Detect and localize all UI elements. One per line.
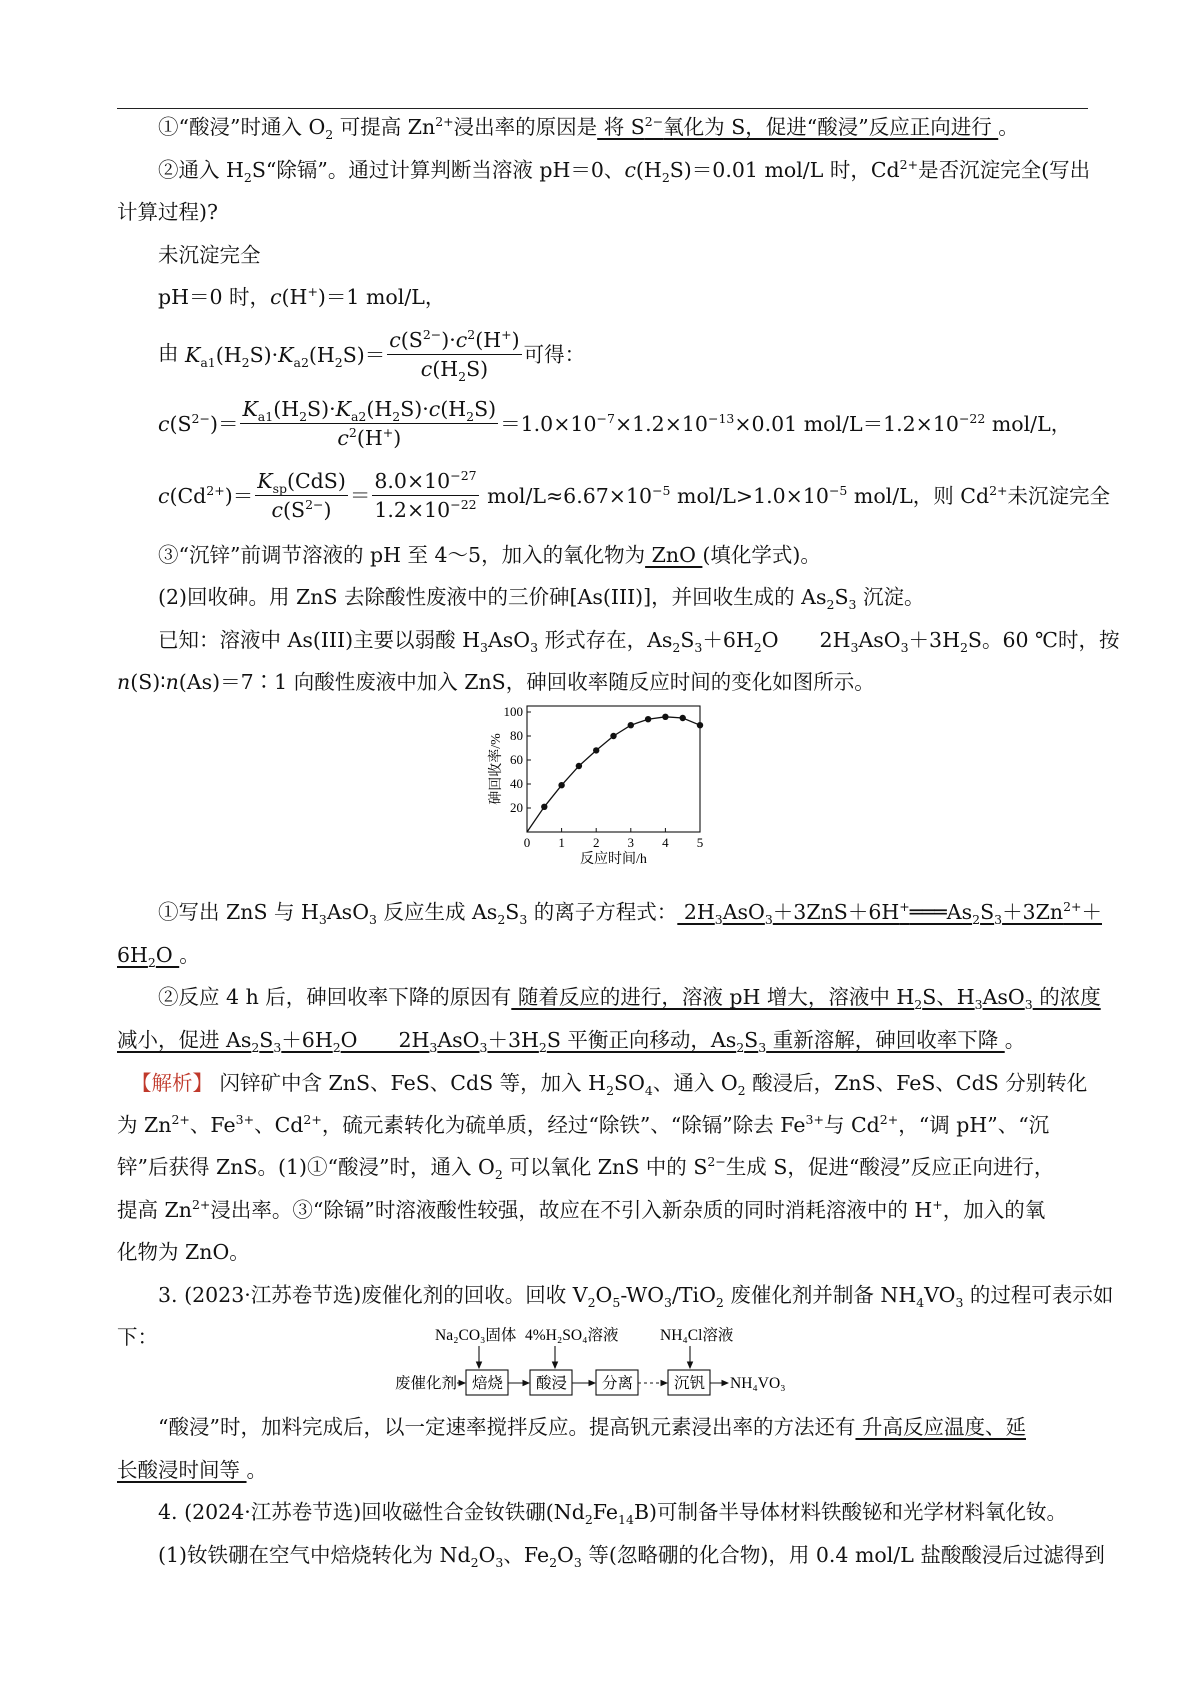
question-3-answer: “酸浸”时，加料完成后，以一定速率搅拌反应。提高钒元素浸出率的方法还有 升高反应温度、延 [158, 1415, 1026, 1439]
plot-frame [527, 706, 700, 832]
question-1-3-2-cont: 计算过程)? [117, 200, 218, 224]
analysis-line4: 提高 $Zn^{2+}$浸出率。③“除镉”时溶液酸性较强，故应在不引入新杂质的同时消耗溶液中的 H+，加入的氧 [117, 1197, 1046, 1222]
question-2-2-cont: 减小，促进 $As_2S_3+6H_2O$ $2H_3AsO_3+3H_2S$ 平衡正向移动，$As_2S_3$ 重新溶解，砷回收率下降 。 [117, 1028, 1026, 1056]
calc-sulfide-concentration: $c(S^{2-})=$ $\frac{K_{a1}(H_2S)\cdot K_{a2}(H_2S)\cdot c(H_2S)}{c^2(H^+)}$ $=1.0\times 10^{-7}\times 1.2\times 10^{-13}\times 0.01$ mol/$L=1.2\times 10^{-22}$ mol/L， [158, 397, 1072, 450]
x-tick-label: 5 [696, 835, 704, 850]
data-point [680, 715, 686, 721]
analysis-line2: 为 $Zn^{2+}$、$Fe^{3+}$、$Cd^{2+}$，硫元素转化为硫单质，经过“除铁”、“除镉”除去 $Fe^{3+}$与 $Cd^{2+}$，“调 pH”、“沉 [117, 1112, 1050, 1137]
question-3-answer-cont: 长酸浸时间等 。 [117, 1458, 268, 1482]
y-tick-label: 40 [510, 776, 523, 791]
analysis-line3: 锌”后获得 ZnS。(1)①“酸浸”时，通入 $O_2$ 可以氧化 ZnS 中的 $S^{2-}$生成 S，促进“酸浸”反应正向进行， [117, 1154, 1055, 1183]
data-point [662, 714, 668, 720]
question-3: 3. (2023·江苏卷节选)废催化剂的回收。回收 $V_2O_5-WO_3/TiO_2$ 废催化剂并制备 $NH_4VO_3$ 的过程可表示如 [158, 1283, 1114, 1311]
known-condition-line1: 已知：溶液中 As(III)主要以弱酸 $H_3AsO_3$ 形式存在，$As_2S_3+6H_2O$ $2H_3AsO_3+3H_2S$。60 ℃时，按 [158, 628, 1120, 656]
data-point [576, 763, 582, 769]
calc-cadmium-concentration: $c(Cd^{2+})=$ $K_{sp}(CdS)$ $c(S^{2-})$ ＝ $\frac{8.0\times 10^{-27}}{1.2\times 10^{-22}}$ mol/$L\approx 6.67\times 10^{-5}$ mol/$L>1.0\times 10^{-5}$ mol/L，则 $Cd^{2+}$未沉淀完全 [158, 468, 1111, 522]
data-point [628, 722, 634, 728]
question-4: 4. (2024·江苏卷节选)回收磁性合金钕铁硼$(Nd_2Fe_{14}B)$可制备半导体材料铁酸铋和光学材料氧化钕。 [158, 1500, 1067, 1528]
data-point [593, 747, 599, 753]
data-point [645, 716, 651, 722]
reagent-ammonium-chloride: NH₄Cl溶液 [660, 1327, 734, 1344]
data-point [541, 804, 547, 810]
analysis-tag: 【解析】 [131, 1071, 213, 1095]
step-separate: 分离 [602, 1375, 634, 1392]
step-acid-leach: 酸浸 [536, 1375, 568, 1392]
answer-not-complete: 未沉淀完全 [158, 243, 261, 267]
question-1-3-3: ③“沉锌”前调节溶液的 pH 至 4～5，加入的氧化物为 ZnO (填化学式)。 [158, 543, 821, 567]
x-tick-label: 4 [662, 835, 669, 850]
question-3-cont: 下： [117, 1325, 158, 1349]
arsenic-recovery-chart [487, 700, 767, 870]
reagent-sodium-carbonate: Na₂CO₃固体 [435, 1327, 517, 1344]
x-tick-label: 2 [592, 835, 600, 850]
question-2-2: ②反应 4 h 后，砷回收率下降的原因有 随着反应的进行，溶液 pH 增大，溶液中 $H_2S$、$H_3AsO_3$ 的浓度 [158, 985, 1101, 1013]
y-tick-label: 20 [510, 800, 523, 815]
y-tick-label: 80 [510, 728, 523, 743]
question-2-1-cont: $6H_2O$ 。 [117, 943, 200, 971]
analysis-line1: 【解析】 闪锌矿中含 ZnS、FeS、CdS 等，加入 $H_2SO_4$、通入 $O_2$ 酸浸后，ZnS、FeS、CdS 分别转化 [131, 1071, 1088, 1099]
header-rule [117, 108, 1088, 109]
calc-ka-expression: 由 $K_{a1}(H_2S)\cdot K_{a2}(H_2S)=$ $\frac{c(S^{2-})\cdot c^2(H^+)}{c(H_2S)}$ 可得： [158, 327, 586, 385]
question-1-3-2: ②通入 $H_2S“$除镉”。通过计算判断当溶液 pH＝0、$c(H_2S)=0.01$ mol/L 时，$Cd^{2+}$是否沉淀完全(写出 [158, 157, 1091, 186]
known-condition-line2: n(S)∶n(As)＝7∶1 向酸性废液中加入 ZnS，砷回收率随反应时间的变化如图所示。 [117, 670, 875, 694]
step-precipitate: 沉钒 [674, 1375, 706, 1392]
process-flow-diagram [395, 1322, 865, 1404]
question-2-1: ①写出 ZnS 与 $H_3AsO_3$ 反应生成 $As_2S_3$ 的离子方程式： $2H_3AsO_3+3ZnS+6H^+═══As_2S_3+3Zn^{2+}+$ [158, 899, 1102, 928]
x-axis-label: 反应时间/h [580, 852, 647, 867]
y-tick-label: 100 [503, 704, 523, 719]
product: NH₄VO₃ [730, 1375, 786, 1392]
data-point [610, 733, 616, 739]
x-tick-label: 3 [627, 835, 635, 850]
start-material: 废催化剂 [395, 1375, 458, 1392]
y-axis-label: 砷回收率/% [489, 733, 504, 805]
x-tick-label: 1 [558, 835, 565, 850]
question-1-3-1: ①“酸浸”时通入 $O_2$ 可提高 $Zn^{2+}$浸出率的原因是 将 $S^{2-}$氧化为 S，促进“酸浸”反应正向进行 。 [158, 114, 1019, 143]
step-roast: 焙烧 [472, 1375, 504, 1392]
analysis-line5: 化物为 ZnO。 [117, 1240, 250, 1264]
question-2: (2)回收砷。用 ZnS 去除酸性废液中的三价砷[As(III)]，并回收生成的 $As_2S_3$ 沉淀。 [158, 585, 925, 613]
data-point [558, 782, 564, 788]
x-tick-label: 0 [523, 835, 531, 850]
y-tick-label: 60 [510, 752, 523, 767]
data-point [697, 722, 703, 728]
calc-ph: pH＝0 时，c(H+)＝1 mol/L， [158, 284, 446, 309]
question-4-1: (1)钕铁硼在空气中焙烧转化为 $Nd_2O_3$、$Fe_2O_3$ 等(忽略硼的化合物)，用 0.4 mol/L 盐酸酸浸后过滤得到 [158, 1543, 1105, 1571]
reagent-sulfuric-acid: 4%H₂SO₄溶液 [525, 1327, 619, 1344]
